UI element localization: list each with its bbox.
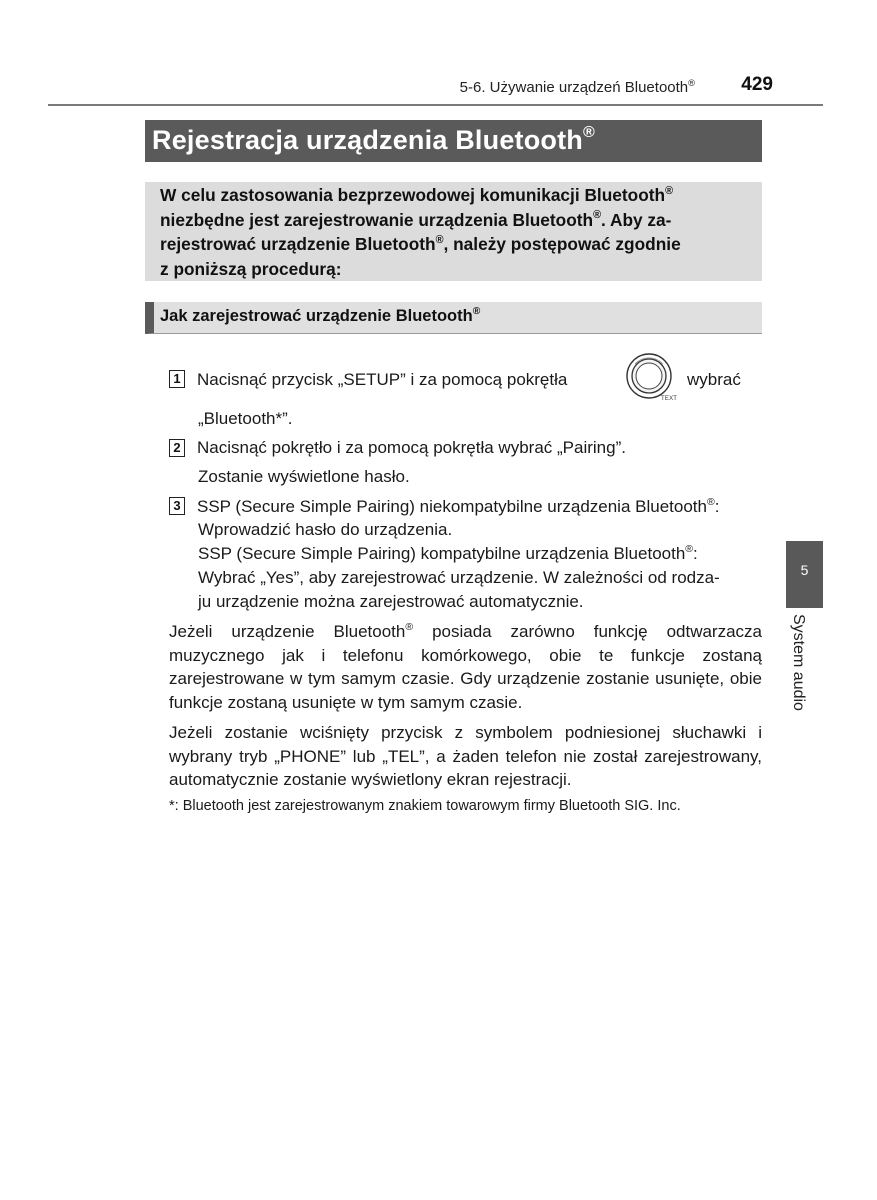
knob-label: TEXT — [661, 396, 678, 402]
step-3-text-cont: Wprowadzić hasło do urządzenia. — [198, 520, 453, 539]
running-header — [48, 70, 823, 106]
intro-line: z poniższą procedurą: — [160, 258, 342, 279]
intro-box — [145, 182, 762, 281]
chapter-tab — [786, 541, 823, 608]
note-paragraph: Jeżeli zostanie wciśnięty przycisk z symbolem podniesionej słuchawki i wybrany tryb „PHONE” lub „TEL”, a żaden telefon nie został zarejestrowany, automatycznie zostanie wyświetlony ekran rejestracji. — [169, 723, 762, 789]
note-paragraph: Jeżeli urządzenie Bluetooth® posiada zarówno funkcję odtwarzacza muzycznego jak i telefonu komórkowego, obie te funkcje zostaną zarejestrowane w tym samym czasie. Gdy urządzenie zostanie usunięte, obie funkcje zostaną usunięte w tym samym czasie. — [169, 620, 762, 712]
section-reference: 5-6. Używanie urządzeń Bluetooth® — [459, 77, 695, 96]
step-2-text-cont: Zostanie wyświetlone hasło. — [198, 467, 410, 486]
intro-line: W celu zastosowania bezprzewodowej komunikacji Bluetooth® — [160, 184, 673, 205]
footnote: *: Bluetooth jest zarejestrowanym znakiem towarowym firmy Bluetooth SIG. Inc. — [169, 798, 681, 814]
step-3-text-cont: Wybrać „Yes”, aby zarejestrować urządzenie. W zależności od rodza- — [198, 568, 720, 587]
step-1-text-cont: „Bluetooth*”. — [198, 409, 293, 428]
step-1-text: Nacisnąć przycisk „SETUP” i za pomocą pokrętła — [197, 370, 568, 389]
page-title: Rejestracja urządzenia Bluetooth® — [145, 120, 762, 162]
section-subheading: Jak zarejestrować urządzenie Bluetooth® — [145, 302, 762, 334]
step-3-text: SSP (Secure Simple Pairing) niekompatybilne urządzenia Bluetooth®: — [197, 495, 720, 516]
chapter-number: 5 — [800, 562, 809, 578]
step-3-text-cont: ju urządzenie można zarejestrować automatycznie. — [198, 592, 584, 611]
step-3-text-cont: SSP (Secure Simple Pairing) kompatybilne urządzenia Bluetooth®: — [198, 542, 698, 563]
step-number-badge: 2 — [169, 439, 185, 457]
intro-line: rejestrować urządzenie Bluetooth®, należy postępować zgodnie — [160, 233, 681, 254]
intro-line: niezbędne jest zarejestrowanie urządzenia Bluetooth®. Aby za- — [160, 209, 672, 230]
chapter-label: System audio — [790, 614, 807, 711]
step-number-badge: 3 — [169, 497, 185, 515]
step-number-badge: 1 — [169, 370, 185, 388]
page-number: 429 — [741, 74, 773, 95]
step-1-text-end: wybrać — [687, 370, 741, 389]
step-2-text: Nacisnąć pokrętło i za pomocą pokrętła wybrać „Pairing”. — [197, 438, 626, 457]
